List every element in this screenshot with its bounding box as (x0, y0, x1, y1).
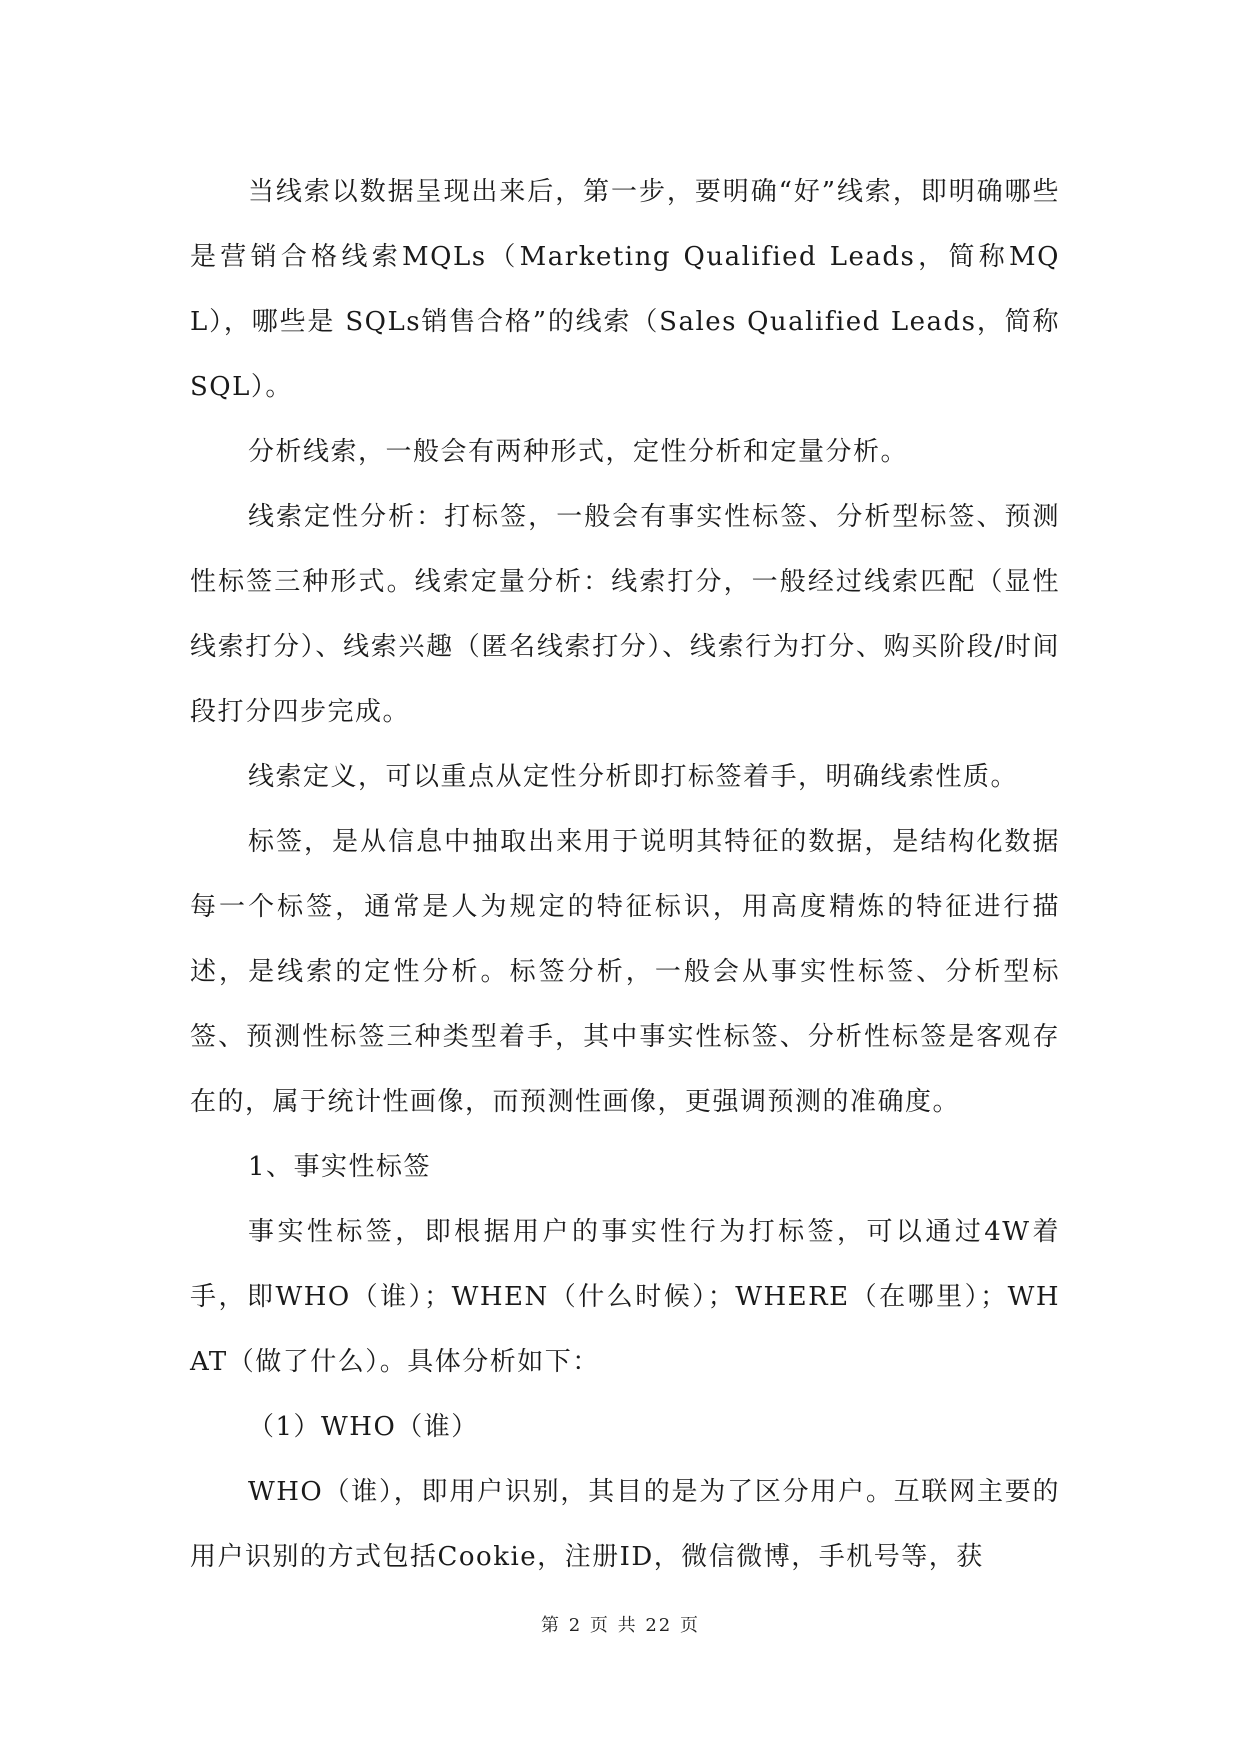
subheading-who: （1）WHO（谁） (248, 1412, 479, 1442)
paragraph-tags: 标签，是从信息中抽取出来用于说明其特征的数据，是结构化数据每一个标签，通常是人为规定的特征标识，用高度精炼的特征进行描述，是线索的定性分析。标签分析，一般会从事实性标签、分析型标签、预测性标签三种类型着手，其中事实性标签、分析性标签是客观存在的，属于统计性画像，而预测性画像，更强调预测的准确度。 (190, 827, 1060, 1117)
paragraph-qualitative-quantitative: 线索定性分析：打标签，一般会有事实性标签、分析型标签、预测性标签三种形式。线索定量分析：线索打分，一般经过线索匹配（显性线索打分）、线索兴趣（匿名线索打分）、线索行为打分、购买阶段/时间段打分四步完成。 (190, 502, 1060, 727)
paragraph-factual-tags: 事实性标签，即根据用户的事实性行为打标签，可以通过4W着手，即WHO（谁）；WHEN（什么时候）；WHERE（在哪里）；WHAT（做了什么）。具体分析如下： (190, 1217, 1060, 1377)
page-number-footer: 第 2 页 共 22 页 (541, 1615, 700, 1636)
document-body (190, 160, 1060, 1590)
section-heading-factual-tags: 1、事实性标签 (248, 1152, 432, 1182)
paragraph-who: WHO（谁），即用户识别，其目的是为了区分用户。互联网主要的用户识别的方式包括Cookie，注册ID，微信微博，手机号等，获 (190, 1477, 1060, 1572)
paragraph-lead-definition: 当线索以数据呈现出来后，第一步，要明确“好”线索，即明确哪些是营销合格线索MQLs（Marketing Qualified Leads，简称MQL），哪些是 SQLs销售合格”的线索（Sales Qualified Leads，简称SQL）。 (190, 177, 1060, 402)
paragraph-analysis-forms: 分析线索，一般会有两种形式，定性分析和定量分析。 (248, 437, 909, 467)
paragraph-lead-nature: 线索定义，可以重点从定性分析即打标签着手，明确线索性质。 (248, 762, 1019, 792)
